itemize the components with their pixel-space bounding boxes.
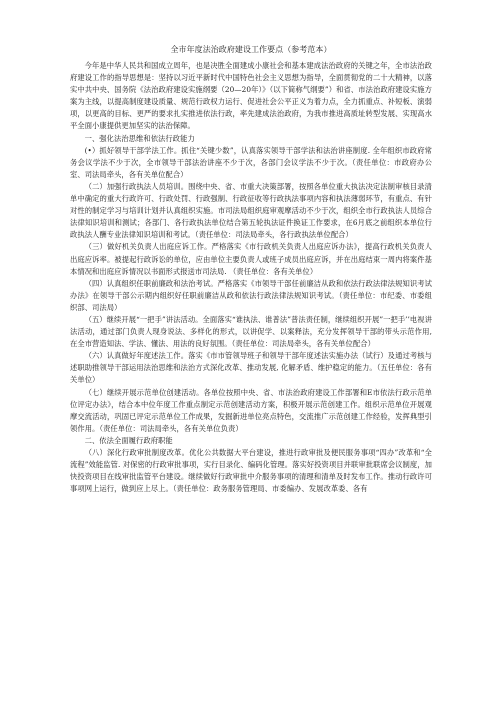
paragraph: （八）深化行政审批制度改革。优化公共数据大平台建设，推进行政审批及便民服务事项“四办”改革和“全流程”效能监管. 对保密的行政审批事项，实行目录化、编码化管理。落实好投资项目并联审批联席会议制度，加快投资项目在线审批监管平台建设。继续做好行政审批中介服务事项的清理和清单及时发布工作。推动行政许可事项网上运行，做到应上尽上。（责任单位：政务服务管理局、市委编办、发展改革委、各有 xyxy=(70,448,432,494)
paragraph: (•）抓好领导干部学法工作。抓住“关键少数”，认真落实领导干部学法和法治讲座制度. 全年组织市政府常务会议学法不少于次，全市领导干部法治讲座不少于次，各部门会议学法不少于次。（责任单位：市政府办公室、司法局牵头，各有关单位配合） xyxy=(70,145,432,179)
paragraph: （五）继续开展“一把手”讲法活动。全面落实“谁执法、谁普法”普法责任制，继续组织开展”一把手’’电视讲法活动，通过部门负责人现身说法、多样化的形式，以讲促学、以案释法，充分发挥领导干部的带头示范作用, 在全市营造知法、学法、懂法、用法的良好氛围。（责任单位：司法局牵头，各有关单位配合） xyxy=(70,314,432,349)
paragraph: （七）继续开展示范单位创建活动。各单位按照中央、省、市法治政府建设工作部署和E市依法行政示范单位评定办法》，结合本中位年度工作重点制定示范创建活动方案，积极开展示范创建工作。组织示范单位开展观摩交流活动，巩固已评定示范单位工作成果，发掘新进单位亮点特色，交流推广示范创建工作经验，发挥典型引领作用。（责任单位：司法局牵头，各有关单位负责） xyxy=(70,387,432,433)
paragraph: （三）做好机关负责人出庭应诉工作。严格落实《市行政机关负责人出庭应诉办法》，提高行政机关负责人出庭应诉率。被提起行政诉讼的单位，应由单位主要负责人或班子成员出庭应诉，并在出庭结束一周内将案件基本情况和出庭应诉情况以书面形式报送市司法局. （责任单位：各有关单位） xyxy=(70,242,432,276)
paragraph: 今年是中华人民共和国成立周年，也是决胜全面建成小康社会和基本建成法治政府的关键之年，全市法治政府建设工作的指导思想是：坚持以习近平新时代中国特色社会主义思想为指导，全面贯彻党的二十大精神，以落实中共中央、国务院《法治政府建设实施纲要（20—20年）》（以下简称气纲要”）和省、市法治政府建设实施方案为主线，以提高制度建设质量、规范行政权力运行、促进社会公平正义为着力点，全力抓重点、补短板、演弱项，以更高的目标、更严的要求扎实推进依法行政，率先建成法治政府，为我市推进高质址转型发展、实现高水平全面小康提供更加坚实的法治保障。 xyxy=(70,61,432,131)
document-body xyxy=(70,60,432,495)
document-title: 全市年度法治政府建设工作要点（参考范本） xyxy=(170,45,332,54)
section-heading: 二、依法全面履行政府职能 xyxy=(84,435,173,445)
paragraph: （四）认真组织任职前廉政和法治考试。严格落实《市领导干部任前廉洁从政和依法行政法律法规知识考试办法》在领导干部公示期内组织好任职前廉洁从政和依法行政法律法规知识考试。（责任单位：市纪委、市委组织部、司法局） xyxy=(70,278,432,312)
paragraph: （二）加强行政执法人员培训。围绕中央、省、市重大决策部署，按照各单位重大执法决定法制审核目录清单中确定的重大行政许可、行政处罚、行政强制、行政征收等行政执法事项内容和执法薄弱环节，有重点、有针对性的制定学习与培训计划并认真组织实施。市司法局组织庭审观摩活动不少于次，组织全市行政执法人员综合法律知识培训和测试；各部门、各行政执法单位结合第五轮执法证件换证工作要求，在6月底之前组织本单位行政执法人酬专业法律知识培训和考试。（责任单位：司法局牵头，各行政执法单位配合） xyxy=(70,181,432,240)
section-heading: 一、强化法治思维和依法行政能力 xyxy=(84,133,195,143)
paragraph: （六）认真做好年度述法工作。落实《市市管领导班子和领导干部年度述法实施办法（试行）及通过考核与述职助推领导干部运用法治思维和法治方式深化改革、推动发展, 化解矛盾、维护稳定的能力。（五任单位：各有关单位） xyxy=(70,351,432,385)
